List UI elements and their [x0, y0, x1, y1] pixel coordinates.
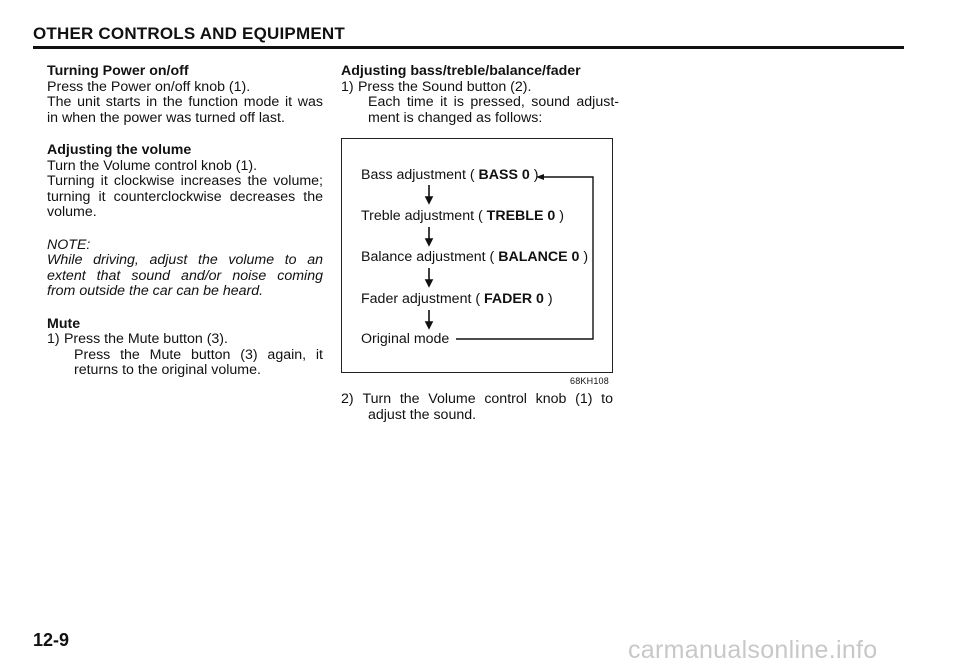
sound-mode-diagram: [341, 138, 613, 373]
step-line: [47, 332, 323, 348]
step-line: [341, 80, 619, 96]
section-heading: Turning Power on/off: [47, 63, 189, 79]
text-line: Turn the Volume control knob (1).: [47, 157, 258, 174]
note-label: NOTE:: [47, 236, 91, 253]
text-line: Each time it is pressed, sound adjust-: [368, 94, 619, 110]
text-line: Press the Mute button (3) again, it: [74, 346, 323, 363]
text-line: volume.: [47, 204, 97, 220]
text-line: While driving, adjust the volume to an: [47, 252, 323, 268]
section-heading: Adjusting bass/treble/balance/fader: [341, 63, 581, 79]
text-line: adjust the sound.: [368, 406, 477, 423]
text-line: from outside the car can be heard.: [47, 283, 264, 299]
note-box: [47, 238, 323, 300]
page-header: OTHER CONTROLS AND EQUIPMENT: [33, 24, 345, 43]
diagram-item-fader: Fader adjustment ( FADER 0 ): [361, 291, 553, 307]
section-power: [47, 64, 323, 126]
text-line: turning it counterclockwise decreases the: [47, 188, 323, 205]
step-text: Press the Sound button (2).: [357, 78, 532, 95]
text-line: extent that sound and/or noise coming: [47, 267, 323, 284]
step-line: [341, 392, 613, 408]
text-line: ment is changed as follows:: [368, 109, 543, 126]
watermark-text: carmanualsonline.info: [628, 636, 878, 664]
section-volume: [47, 143, 323, 221]
right-column: [341, 64, 619, 126]
left-column: [47, 64, 323, 396]
text-line: Press the Power on/off knob (1).: [47, 78, 251, 95]
section-heading: Mute: [47, 315, 81, 332]
diagram-item-treble: Treble adjustment ( TREBLE 0 ): [361, 208, 564, 224]
step-2: [341, 392, 613, 423]
header-rule: [33, 46, 904, 49]
diagram-item-balance: Balance adjustment ( BALANCE 0 ): [361, 249, 589, 265]
step-text: Turn the Volume control knob (1) to: [362, 391, 614, 407]
section-mute: [47, 317, 323, 379]
text-line: in when the power was turned off last.: [47, 109, 285, 126]
page-number: 12-9: [33, 630, 70, 650]
step-number: 1): [341, 78, 354, 95]
text-line: Turning it clockwise increases the volume;: [47, 173, 323, 189]
step-text: Press the Mute button (3).: [63, 331, 228, 347]
diagram-item-original: Original mode: [361, 331, 450, 347]
step-number: 2): [341, 391, 354, 407]
section-heading: Adjusting the volume: [47, 142, 192, 158]
text-line: returns to the original volume.: [74, 362, 261, 378]
text-line: The unit starts in the function mode it was: [47, 94, 323, 110]
diagram-item-bass: Bass adjustment ( BASS 0 ): [361, 167, 539, 183]
step-number: 1): [47, 331, 60, 347]
figure-code: 68KH108: [570, 376, 609, 386]
